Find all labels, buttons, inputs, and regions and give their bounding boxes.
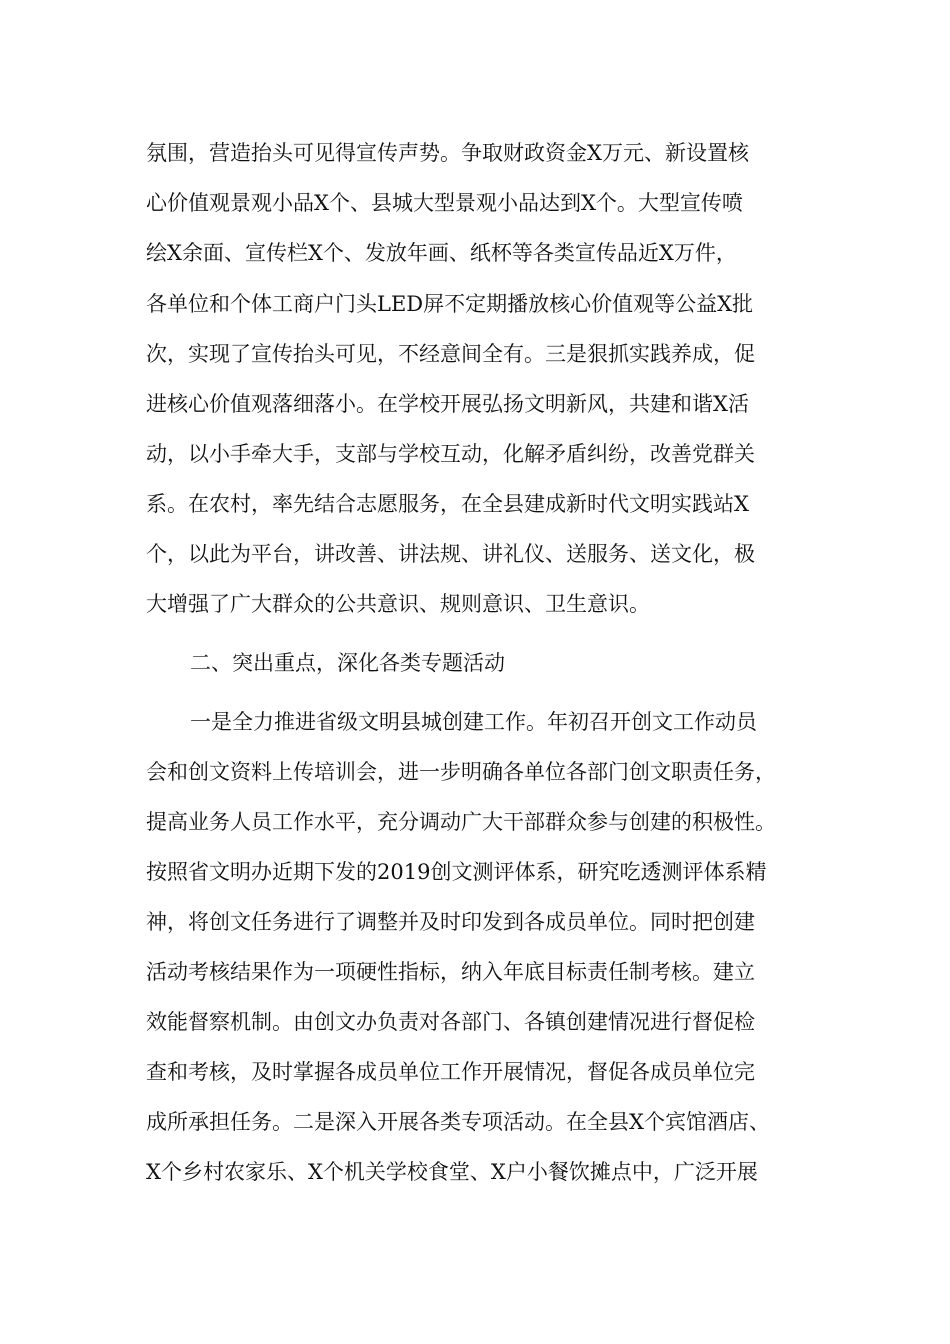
text-line: 大增强了广大群众的公共意识、规则意识、卫生意识。 [146, 592, 650, 616]
text-line: 次，实现了宣传抬头可见，不经意间全有。三是狠抓实践养成，促 [146, 342, 755, 366]
text-line: 提高业务人员工作水平，充分调动广大干部群众参与创建的积极性。 [146, 810, 776, 834]
text-line: 会和创文资料上传培训会，进一步明确各单位各部门创文职责任务， [146, 760, 776, 784]
text-line: 心价值观景观小品X个、县城大型景观小品达到X个。大型宣传喷 [146, 191, 743, 215]
text-line: 进核心价值观落细落小。在学校开展弘扬文明新风，共建和谐X活 [146, 392, 749, 416]
text-line: X个乡村农家乐、X个机关学校食堂、X户小餐饮摊点中，广泛开展 [146, 1160, 758, 1184]
text-line: 个，以此为平台，讲改善、讲法规、讲礼仪、送服务、送文化，极 [146, 542, 755, 566]
text-line: 成所承担任务。二是深入开展各类专项活动。在全县X个宾馆酒店、 [146, 1110, 770, 1134]
text-line: 动，以小手牵大手，支部与学校互动，化解矛盾纠纷，改善党群关 [146, 442, 755, 466]
text-line: 系。在农村，率先结合志愿服务，在全县建成新时代文明实践站X [146, 492, 749, 516]
text-line: 活动考核结果作为一项硬性指标，纳入年底目标责任制考核。建立 [146, 960, 755, 984]
text-line: 按照省文明办近期下发的2019创文测评体系，研究吃透测评体系精 [146, 860, 767, 884]
text-line: 效能督察机制。由创文办负责对各部门、各镇创建情况进行督促检 [146, 1010, 755, 1034]
text-line: 氛围，营造抬头可见得宣传声势。争取财政资金X万元、新设置核 [146, 141, 749, 165]
text-line: 各单位和个体工商户门头LED屏不定期播放核心价值观等公益X批 [146, 292, 754, 316]
text-line: 一是全力推进省级文明县城创建工作。年初召开创文工作动员 [190, 710, 757, 734]
text-line: 神，将创文任务进行了调整并及时印发到各成员单位。同时把创建 [146, 910, 755, 934]
section-heading: 二、突出重点，深化各类专题活动 [190, 651, 505, 675]
text-line: 查和考核，及时掌握各成员单位工作开展情况，督促各成员单位完 [146, 1060, 755, 1084]
text-line: 绘X余面、宣传栏X个、发放年画、纸杯等各类宣传品近X万件， [146, 241, 737, 265]
